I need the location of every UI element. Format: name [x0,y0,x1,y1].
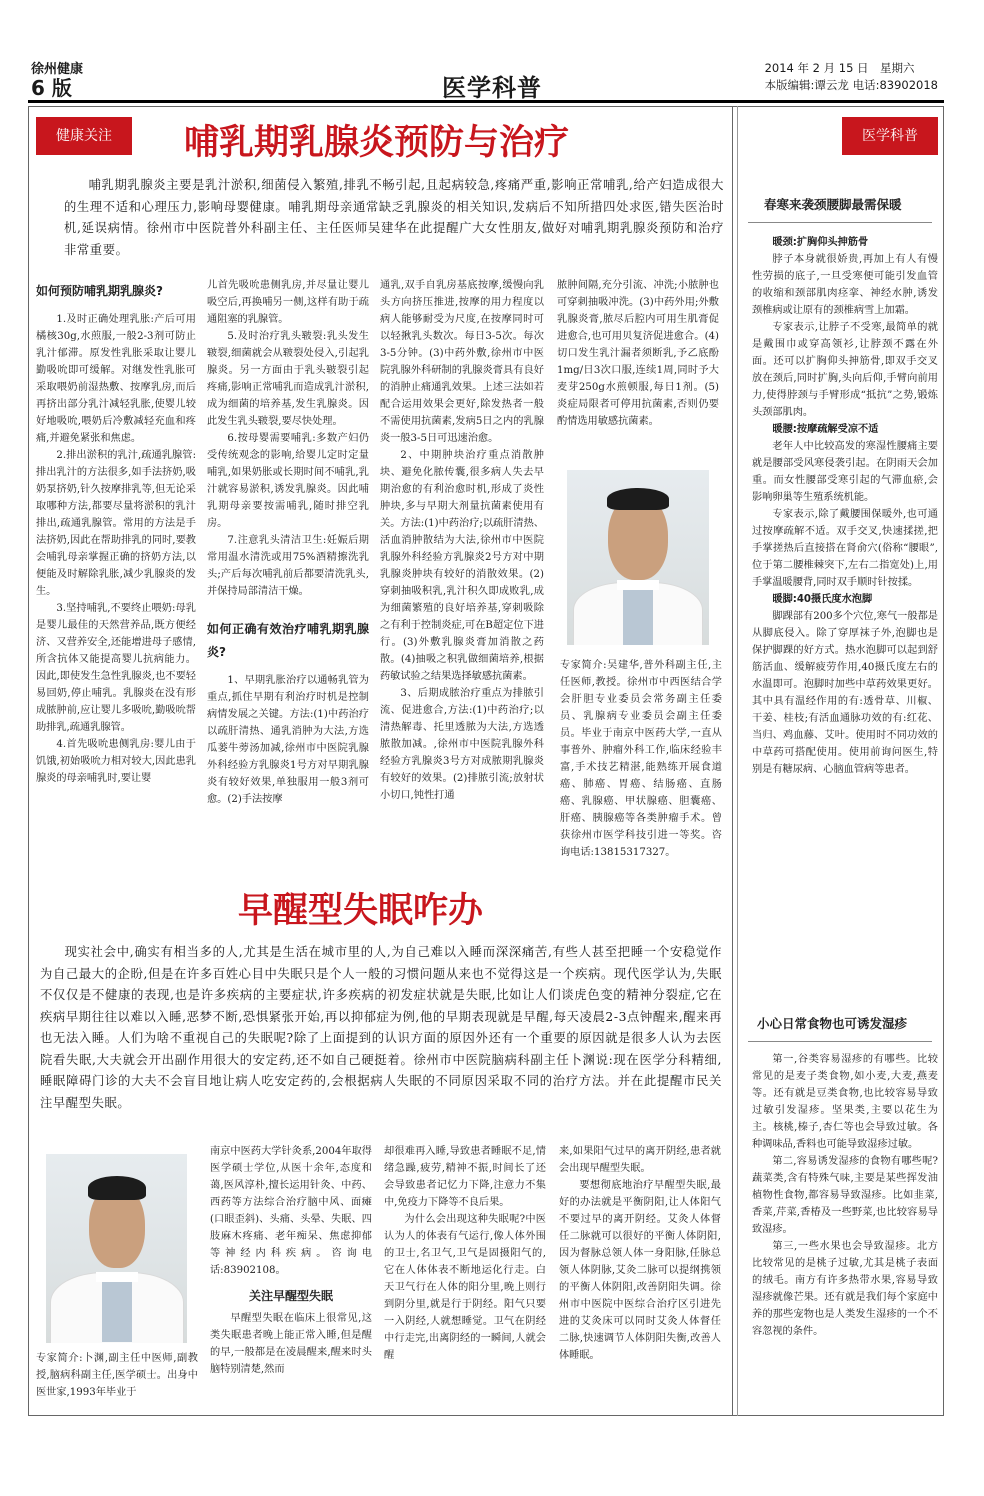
expert-bio-bu: 专家简介:卜渊,副主任中医师,副教授,脑病科副主任,医学硕士。出身中医世家,1993年毕业于 [36,1353,198,1398]
article2-col3 [384,1143,546,1409]
article1-bio [560,657,722,877]
sidebar-article1-body [752,234,938,986]
sidebar-article2-body [752,1051,938,1411]
article2-bio [36,1350,198,1410]
article1-col2b-para: 1、早期乳胀治疗以通畅乳管为重点,抓住早期有利治疗时机是控制病情发展之关键。方法:(1)中药治疗以疏肝清热、通乳消肿为大法,方选瓜蒌牛蒡汤加减,徐州市中医院乳腺外科经验方乳腺炎1号方对早期乳腺炎有较好效果,单独服用一般3剂可愈。(2)手法按摩 [207,675,369,805]
article1-col3-para: 通乳,双手自乳房基底按摩,缓慢向乳头方向挤压推进,按摩的用力程度以病人能够耐受为尺度,在按摩同时可以轻揪乳头数次。每日3-5次。每次3-5分钟。(3)中药外敷,徐州市中医院乳腺外科研制的乳腺炎膏具有良好的消肿止痛通乳效果。上述三法如若配合运用效果会更好,除发热者一般不需使用抗菌素,发病5日之内的乳腺炎一般3-5日可迅速治愈。 [380,280,544,444]
article2-col4-para: 来,如果阳气过早的离开阴经,患者就会出现早醒型失眠。 [559,1146,721,1174]
popular-science-tag: 医学科普 [842,117,938,155]
article2-col2-para: 南京中医药大学针灸系,2004年取得医学硕士学位,从医十余年,态度和蔼,医风淳朴,擅长运用针灸、中药、西药等方法综合治疗脑中风、面瘫(口眼歪斜)、头痛、头晕、失眠、四肢麻木疼痛、老年痴呆、焦虑抑郁等神经内科疾病。咨询电话:83902108。 [210,1146,372,1276]
article2-subhead: 关注早醒型失眠 [248,1289,333,1303]
article1-col2-para: 7.注意乳头清洁卫生:妊娠后期常用温水清洗或用75%酒精擦洗乳头;产后每次哺乳前后都要清洗乳头,并保持局部清洁干燥。 [207,535,369,597]
sidebar-rule [748,222,932,223]
section-title: 医学科普 [442,74,542,102]
health-focus-tag: 健康关注 [36,117,132,155]
article2-lead: 现实社会中,确实有相当多的人,尤其是生活在城市里的人,为自己难以入睡而深深痛苦,有些人甚至把睡一个安稳觉作为自己最大的企盼,但是在许多百姓心目中失眠只是个人一般的习惯问题从来也不觉得这是一个疾病。现代医学认为,失眠不仅仅是不健康的表现,也是许多疾病的主要症状,许多疾病的初发症状就是失眠,比如让人们谈虎色变的精神分裂症,它在疾病早期往往以难以入睡,恶梦不断,恐惧紧张开始,再以抑郁症为例,他的早期表现就是早醒,每天凌晨2-3点钟醒来,醒来再也无法入睡。人们为啥不重视自己的失眠呢?除了上面提到的认识方面的原因外还有一个重要的原因就是很多人认为去医院看失眠,大夫就会开出副作用很大的安定药,还不如自己硬挺着。徐州市中医院脑病科副主任卜渊说:现在医学分科精细,睡眠障碍门诊的大夫不会盲目地让病人吃安定药的,会根据病人失眠的不同原因采取不同的治疗方法。并在此提醒市民关注早醒型失眠。 [40,945,722,1110]
article1-col3-para: 2、中期肿块治疗重点消散肿块、避免化脓传囊,很多病人失去早期治愈的有利治愈时机,形成了炎性肿块,多与早期大剂量抗菌素使用有关。方法:(1)中药治疗;以疏肝清热、活血消肿散结为大法,徐州市中医院乳腺外科经验方乳腺炎2号方对中期乳腺炎肿块有较好的消散效果。(2)穿刺抽吸积乳,乳汁积久即成败乳,成为细菌繁殖的良好培养基,穿刺吸除之有利于控制炎症,可在B超定位下进行。(3)外敷乳腺炎膏加消散之药散。(4)抽吸之积乳做细菌培养,根据药敏试验之结果选择敏感抗菌素。 [380,450,544,682]
sidebar-para: 脚踝部有200多个穴位,寒气一般都是从脚底侵入。除了穿厚袜子外,泡脚也是保护脚踝的好方式。热水泡脚可以起到舒筋活血、缓解疲劳作用,40摄氏度左右的水温即可。泡脚时加些中草药效果更好。其中具有温经作用的有:透骨草、川椒、干姜、桂枝;有活血通脉功效的有:红花、当归、鸡血藤、艾叶。使用时不同功效的中草药可搭配使用。使用前询问医生,特别是有糖尿病、心脑血管病等患者。 [752,611,938,775]
sidebar-para: 老年人中比较高发的寒湿性腰痛主要就是腰部受风寒侵袭引起。在阴雨天会加重。而女性腰部受寒引起的气滞血瘀,会影响卵巢等生殖系统机能。 [752,441,938,503]
page-number: 6 版 [31,76,72,100]
sidebar-para: 第二,容易诱发湿疹的食物有哪些呢?蔬菜类,含有特殊气味,主要是某些挥发油植物性食物,都容易导致湿疹。比如韭菜,香菜,芹菜,香椿及一些野菜,也比较容易导致湿疹。 [752,1156,938,1235]
masthead-right [765,60,938,94]
article1-col2 [207,277,369,867]
sidebar-para: 专家表示,让脖子不受寒,最简单的就是戴围巾或穿高领衫,让脖颈不露在外面。还可以扩胸仰头抻筋骨,即双手交叉放在颈后,同时扩胸,头向后仰,手臂向前用力,使得脖颈与手臂形成“抵抗”之势,锻炼头颈部肌肉。 [752,322,938,418]
article2-title: 早醒型失眠咋办 [238,891,484,931]
article1-subhead-prevention: 如何预防哺乳期乳腺炎? [36,284,163,298]
article2-col3-para: 却很难再入睡,导致患者睡眠不足,情绪急躁,疲劳,精神不振,时间长了还会导致患者记忆力下降,注意力不集中,免疫力下降等不良后果。 [384,1146,546,1208]
article1-col1-para: 4.首先吸吮患侧乳房:婴儿由于饥饿,初始吸吮力相对较大,因此患乳腺炎的母亲哺乳时,要让婴 [36,739,196,784]
header-rule [28,100,944,103]
article1-lead: 哺乳期乳腺炎主要是乳汁淤积,细菌侵入繁殖,排乳不畅引起,且起病较急,疼痛严重,影响正常哺乳,给产妇造成很大的生理不适和心理压力,影响母婴健康。哺乳期母亲通常缺乏乳腺炎的相关知识,发病后不知所措四处求医,错失医治时机,延误病情。徐州市中医院普外科副主任、主任医师吴建华在此提醒广大女性朋友,做好对哺乳期乳腺炎预防和治疗非常重要。 [64,178,724,257]
sidebar-subhead-feet: 暖脚:40摄氏度水泡脚 [772,594,873,605]
article2-col2b-para: 早醒型失眠在临床上很常见,这类失眠患者晚上能正常入睡,但是醒的早,一般都是在凌晨醒来,醒来时头脑特别清楚,然而 [210,1313,372,1375]
expert-bio-wu: 专家简介:吴建华,普外科副主任,主任医师,教授。徐州市中西医结合学会肝胆专业委员会常务副主任委员、乳腺病专业委员会副主任委员。毕业于南京中医药大学,一直从事普外、肿瘤外科工作,临床经验丰富,手术技艺精湛,能熟练开展食道癌、肺癌、胃癌、结肠癌、直肠癌、乳腺癌、甲状腺癌、胆囊癌、肝癌、胰腺癌等各类肿瘤手术。曾获徐州市医学科技引进一等奖。咨询电话:13815317327。 [560,660,722,858]
article1-col3-para: 3、后期成脓治疗重点为排脓引流、促进愈合,方法:(1)中药治疗;以清热解毒、托里透脓为大法,方选透脓散加减。,徐州市中医院乳腺外科经验方乳腺炎3号方对成脓期乳腺炎有较好的效果。(2)排脓引流;放射状小切口,钝性打通 [380,688,544,801]
issue-date: 2014 年 2 月 15 日 星期六 [764,61,915,75]
article1-col2-para: 儿首先吸吮患侧乳房,并尽量让婴儿吸空后,再换哺另一侧,这样有助于疏通阻塞的乳腺管。 [207,280,369,325]
paper-name: 徐州健康 [31,62,84,77]
expert-photo-bu-yuan [46,1154,187,1343]
article1-col4-para: 脓肿间隔,充分引流、冲洗;小脓肿也可穿刺抽吸冲洗。(3)中药外用;外敷乳腺炎膏,脓尽后腔内可用生肌膏促进愈合,也可用贝复济促进愈合。(4)切口发生乳汁漏者须断乳,予乙底酚1mg/日3次口服,连续1周,同时予大麦芽250g水煎顿服,每日1剂。(5)炎症局限者可停用抗菌素,否则仍要酌情选用敏感抗菌素。 [557,280,719,427]
sidebar-para: 专家表示,除了戴腰围保暖外,也可通过按摩疏解不适。双手交叉,快速揉搓,把手掌搓热后直接搭在肾俞穴(俗称“腰眼”,位于第二腰椎棘突下,左右二指宽处)上,用手掌温暖腰背,同时双手顺时针按揉。 [752,509,938,588]
article2-col4-para: 要想彻底地治疗早醒型失眠,最好的办法就是平衡阴阳,让人体阳气不要过早的离开阴经。艾灸人体督任二脉就可以很好的平衡人体阴阳,因为督脉总领人体一身阳脉,任脉总领人体阴脉,艾灸二脉可以提纲携领的平衡人体阴阳,改善阴阳失调。徐州市中医院中医综合治疗区引进先进的艾灸床可以同时艾灸人体督任二脉,快速调节人体阴阳失衡,改善人体睡眠。 [559,1180,721,1361]
sidebar-para: 第一,谷类容易湿疹的有哪些。比较常见的是麦子类食物,如小麦,大麦,燕麦等。还有就是豆类食物,也比较容易导致过敏引发湿疹。坚果类,主要以花生为主。核桃,榛子,杏仁等也会导致过敏。各种调味品,香料也可能导致湿疹过敏。 [752,1054,938,1150]
article1-col1-para: 3.坚持哺乳,不要终止喂奶:母乳是婴儿最佳的天然营养品,既方便经济、又营养安全,还能增进母子感情,所含抗体又能提高婴儿抗病能力。因此,即使发生急性乳腺炎,也不要轻易回奶,停止哺乳。乳腺炎在没有形成脓肿前,应让婴儿多吸吮,勤吸吮帮助排乳,疏通乳腺管。 [36,603,196,733]
article1-subhead-treatment: 如何正确有效治疗哺乳期乳腺炎? [207,622,369,659]
sidebar-para: 脖子本身就很娇贵,再加上有人有慢性劳损的底子,一旦受寒便可能引发血管的收缩和颈部肌肉痉挛、神经水肿,诱发颈椎病或让原有的颈椎病雪上加霜。 [752,254,938,316]
expert-photo-wu-jianhua [567,470,709,645]
article1-col2-para: 5.及时治疗乳头皲裂:乳头发生皲裂,细菌就会从皲裂处侵入,引起乳腺炎。另一方面由于乳头皲裂引起疼痛,影响正常哺乳而造成乳汁淤积,成为细菌的培养基,发生乳腺炎。因此发生乳头皲裂,要尽快处理。 [207,331,369,427]
editor-info: 本版编辑:谭云龙 电话:83902018 [764,78,938,92]
article2-col2 [210,1143,372,1409]
article1-title: 哺乳期乳腺炎预防与治疗 [184,123,570,163]
article2-col4 [559,1143,721,1409]
sidebar-article2-title: 小心日常食物也可诱发湿疹 [757,1016,908,1031]
sidebar-article1-title: 春寒来袭颈腰脚最需保暖 [764,197,902,212]
sidebar-rule [748,1041,932,1042]
article1-col1-para: 1.及时正确处理乳胀:产后可用橘核30g,水煎服,一般2-3剂可防止乳汁郁滞。原发性乳胀采取让婴儿勤吸吮即可缓解。对继发性乳胀可采取喂奶前湿热敷、按摩乳房,而后再挤出部分乳汁减轻乳胀,使婴儿较好地吸吮,喂奶后冷敷减轻充血和疼痛,并避免紧张和焦虑。 [36,314,196,444]
article1-col4 [557,277,719,462]
sidebar-subhead-neck: 暖颈:扩胸仰头抻筋骨 [772,237,869,248]
article2-col3-para: 为什么会出现这种失眠呢?中医认为人的体表有气运行,像人体外围的卫士,名卫气,卫气是固摄阳气的,它在人体体表不断地运化行走。白天卫气行在人体的阳分里,晚上则行到阴分里,就是行于阴经。阳气只要一入阴经,人就想睡觉。卫气在阴经中行走完,出离阴经的一瞬间,人就会醒 [384,1214,546,1361]
column-divider [732,106,733,1416]
article1-col3 [380,277,544,883]
column-divider-inner [737,106,738,1416]
article1-col2-para: 6.按母婴需要哺乳:多数产妇仍受传统观念的影响,给婴儿定时定量哺乳,如果奶胀或长期时间不哺乳,乳汁就容易淤积,诱发乳腺炎。因此哺乳期母亲要按需哺乳,随时排空乳房。 [207,433,369,529]
sidebar-para: 第三,一些水果也会导致湿疹。北方比较常见的是桃子过敏,尤其是桃子表面的绒毛。南方有许多热带水果,容易导致湿疹就像芒果。还有就是我们每个家庭中养的那些宠物也是人类发生湿疹的一个不容忽视的条件。 [752,1241,938,1337]
article1-col1 [36,276,196,864]
article1-col1-para: 2.排出淤积的乳汁,疏通乳腺管:排出乳汁的方法很多,如手法挤奶,吸奶泵挤奶,针久按摩排乳等,但无论采取哪种方法,都要尽量将淤积的乳汁排出,疏通乳腺管。常用的方法是手法挤奶,因此在帮助排乳的同时,要教会哺乳母亲掌握正确的挤奶方法,以便能及时解除乳胀,减少乳腺炎的发生。 [36,450,196,597]
sidebar-subhead-waist: 暖腰:按摩疏解受凉不适 [772,424,879,435]
